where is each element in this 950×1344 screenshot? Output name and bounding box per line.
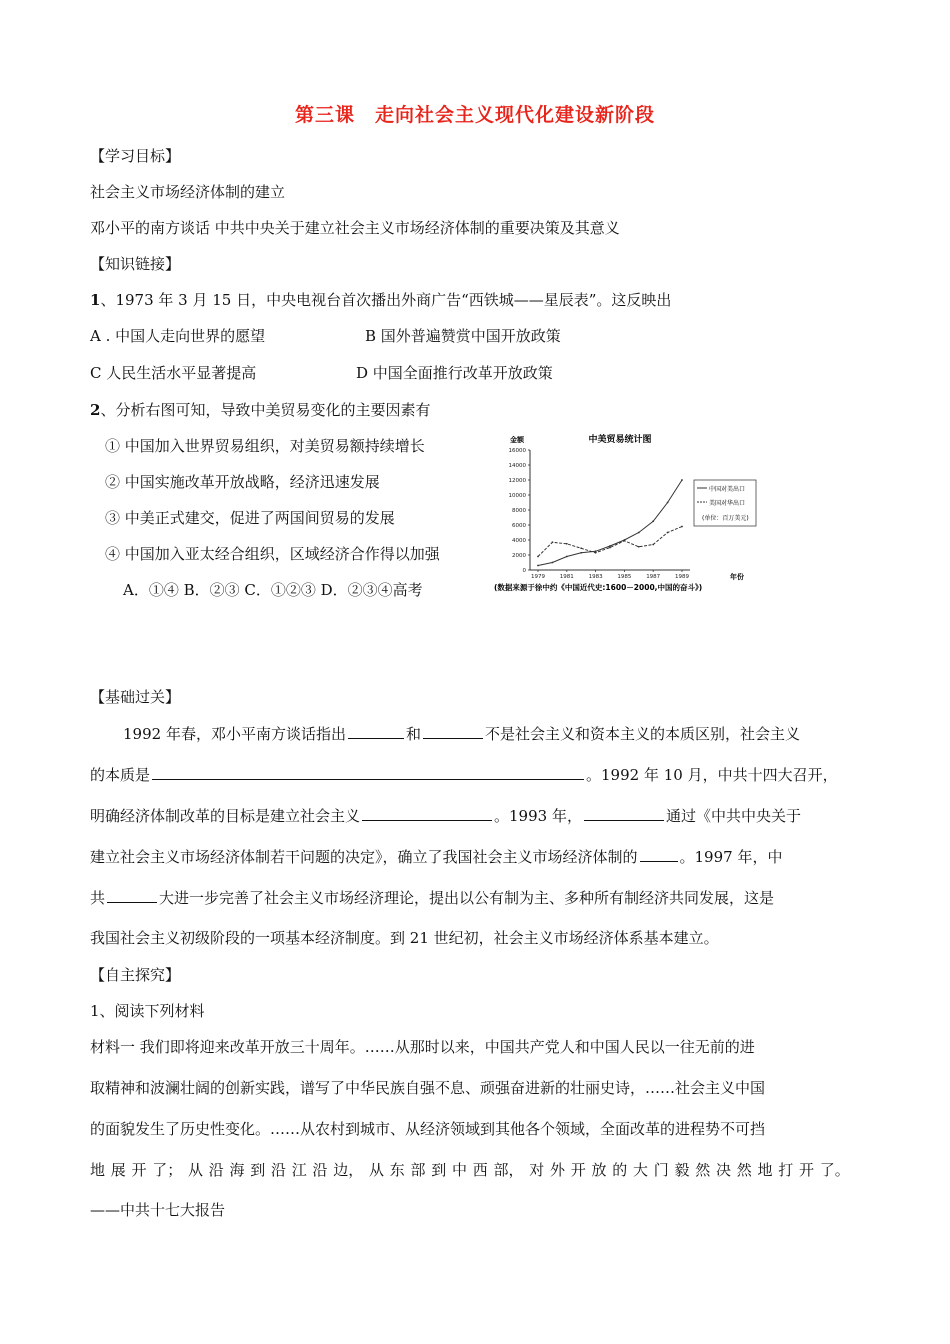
- question-2-number: 2: [90, 401, 101, 419]
- material-char: 门: [653, 1161, 669, 1179]
- data-point: [537, 556, 539, 558]
- chart-source: (数据来源于徐中约《中国近代史:1600－2000,中国的奋斗》): [494, 583, 703, 592]
- material-char: 沿: [271, 1161, 287, 1179]
- data-point: [638, 532, 640, 534]
- material-char: 毅: [674, 1161, 690, 1179]
- chart-unit-note: (单位：百万美元): [702, 515, 749, 522]
- material-char: 外: [550, 1161, 566, 1179]
- question-2-text: 、分析右图可知，导致中美贸易变化的主要因素有: [100, 401, 431, 419]
- basics-line-6: 我国社会主义初级阶段的一项基本经济制度。到 21 世纪初，社会主义市场经济体系基本建立。: [90, 929, 719, 947]
- y-tick-label: 0: [522, 568, 526, 574]
- question-1-text: 、1973 年 3 月 15 日，中央电视台首次播出外商广告“西铁城——星辰表”。这反映出: [100, 291, 672, 309]
- basics-text: 明确经济体制改革的目标是建立社会主义: [90, 807, 361, 825]
- knowledge-heading: 【知识链接】: [90, 255, 181, 273]
- basics-text: 不是社会主义和资本主义的本质区别，社会主义: [484, 725, 800, 743]
- data-point: [667, 502, 669, 504]
- chart-legend: [694, 480, 756, 526]
- basics-text: 。1997 年，中: [679, 848, 783, 866]
- material-char: 部: [410, 1161, 426, 1179]
- material-line-3: 的面貌发生了历史性变化。……从农村到城市、从经济领域到其他各个领域，全面改革的进程势不可挡: [90, 1120, 766, 1138]
- basics-text: 和: [405, 725, 421, 743]
- data-point: [624, 540, 626, 542]
- question-1-option-a: A . 中国人走向世界的愿望: [90, 327, 266, 345]
- material-char: 中: [452, 1161, 468, 1179]
- chart-ylabel: 金额: [510, 436, 524, 444]
- material-char: 了。: [819, 1161, 850, 1179]
- series-line-usa-export: [538, 527, 682, 557]
- data-point: [552, 541, 554, 543]
- fill-blank[interactable]: [640, 846, 678, 862]
- question-2-stem: [90, 400, 430, 420]
- question-1-number: 1: [90, 291, 101, 309]
- question-1-option-b: B 国外普遍赞赏中国开放政策: [365, 327, 561, 345]
- chart-xlabel: 年份: [730, 573, 744, 581]
- question-1-stem: [90, 290, 671, 310]
- material-char: 然: [695, 1161, 711, 1179]
- data-point: [681, 479, 683, 481]
- material-char: 沿: [312, 1161, 328, 1179]
- legend-label-usa: 美国对华出口: [709, 500, 746, 507]
- basics-text: 。1993 年，: [494, 807, 582, 825]
- material-char: 开: [131, 1161, 147, 1179]
- data-point: [652, 520, 654, 522]
- fill-blank[interactable]: [107, 887, 157, 903]
- question-1-option-c: C 人民生活水平显著提高: [90, 364, 257, 382]
- material-char: 到: [250, 1161, 266, 1179]
- basics-line-4: [90, 846, 782, 867]
- basics-text: 建立社会主义市场经济体制若干问题的决定》，确立了我国社会主义市场经济体制的: [90, 848, 638, 866]
- y-tick-label: 8000: [512, 508, 526, 514]
- data-point: [638, 546, 640, 548]
- material-char: 从: [188, 1161, 204, 1179]
- x-tick-label: 1981: [559, 574, 574, 580]
- material-char: 到: [431, 1161, 447, 1179]
- material-char: 部，: [493, 1161, 524, 1179]
- question-2-item-4: ④ 中国加入亚太经合组织，区域经济合作得以加强: [105, 545, 440, 563]
- material-char: 决: [716, 1161, 732, 1179]
- basics-text: 大进一步完善了社会主义市场经济理论，提出以公有制为主、多种所有制经济共同发展，这是: [159, 889, 775, 907]
- x-tick-label: 1979: [531, 574, 545, 580]
- explore-item-1: 1、阅读下列材料: [90, 1002, 205, 1020]
- material-char: 西: [472, 1161, 488, 1179]
- chart-title: 中美贸易统计图: [588, 435, 652, 445]
- y-tick-label: 4000: [512, 538, 526, 544]
- basics-text: 。1992 年 10 月，中共十四大召开，: [586, 766, 838, 784]
- material-source: ——中共十七大报告: [90, 1201, 226, 1219]
- page-title: 第三课 走向社会主义现代化建设新阶段: [294, 104, 655, 126]
- y-tick-label: 6000: [512, 523, 526, 529]
- material-char: 从: [369, 1161, 385, 1179]
- basics-line-1: [123, 723, 800, 744]
- basics-text: 共: [90, 889, 106, 907]
- objective-line-1: 社会主义市场经济体制的建立: [90, 183, 286, 201]
- x-tick-label: 1983: [588, 574, 603, 580]
- x-tick-label: 1989: [675, 574, 689, 580]
- objectives-heading: 【学习目标】: [90, 147, 181, 165]
- material-char: 大: [633, 1161, 649, 1179]
- material-char: 开: [570, 1161, 586, 1179]
- y-tick-label: 10000: [508, 493, 526, 499]
- y-tick-label: 16000: [508, 448, 526, 454]
- material-char: 江: [291, 1161, 307, 1179]
- material-line-4: [90, 1160, 850, 1180]
- fill-blank[interactable]: [423, 723, 483, 739]
- question-2-options: A．①④ B．②③ C．①②③ D．②③④高考: [123, 581, 423, 599]
- basics-line-3: [90, 805, 801, 826]
- material-char: 的: [612, 1161, 628, 1179]
- data-point: [609, 547, 611, 549]
- explore-heading: 【自主探究】: [90, 966, 181, 984]
- data-point: [580, 552, 582, 554]
- question-2-item-3: ③ 中美正式建交，促进了两国间贸易的发展: [105, 509, 395, 527]
- trade-chart: [490, 428, 762, 598]
- material-char: 放: [591, 1161, 607, 1179]
- question-2-item-2: ② 中国实施改革开放战略，经济迅速发展: [105, 473, 380, 491]
- material-char: 边，: [333, 1161, 364, 1179]
- data-point: [566, 556, 568, 558]
- material-char: 开: [799, 1161, 815, 1179]
- fill-blank[interactable]: [348, 723, 404, 739]
- data-point: [667, 532, 669, 534]
- basics-text: 的本质是: [90, 766, 151, 784]
- basics-heading: 【基础过关】: [90, 688, 181, 706]
- x-tick-label: 1987: [646, 574, 661, 580]
- legend-label-china: 中国对美出口: [709, 486, 746, 493]
- material-char: 地: [90, 1161, 106, 1179]
- material-char: 打: [778, 1161, 794, 1179]
- material-line-2: 取精神和波澜壮阔的创新实践，谱写了中华民族自强不息、顽强奋进新的壮丽史诗，……社会主义中国: [90, 1079, 766, 1097]
- material-char: 展: [110, 1161, 126, 1179]
- data-point: [537, 565, 539, 567]
- basics-text: 通过《中共中央关于: [665, 807, 801, 825]
- chart-series: [537, 479, 683, 566]
- fill-blank[interactable]: [362, 805, 492, 821]
- material-char: 东: [389, 1161, 405, 1179]
- question-2-item-1: ① 中国加入世界贸易组织，对美贸易额持续增长: [105, 437, 425, 455]
- basics-text: 1992 年春，邓小平南方谈话指出: [123, 725, 346, 743]
- x-tick-label: 1985: [617, 574, 632, 580]
- material-char: 对: [529, 1161, 545, 1179]
- material-char: 地: [757, 1161, 773, 1179]
- material-char: 海: [229, 1161, 245, 1179]
- y-tick-label: 2000: [512, 553, 526, 559]
- material-line-1: 材料一 我们即将迎来改革开放三十周年。……从那时以来，中国共产党人和中国人民以一往无前的进: [90, 1038, 755, 1056]
- data-point: [566, 543, 568, 545]
- fill-blank[interactable]: [584, 805, 664, 821]
- question-1-option-d: D 中国全面推行改革开放政策: [356, 364, 553, 382]
- chart-axes: [509, 448, 691, 580]
- material-char: 了；: [152, 1161, 183, 1179]
- basics-line-2: [90, 764, 838, 785]
- material-char: 沿: [208, 1161, 224, 1179]
- data-point: [552, 562, 554, 564]
- material-char: 然: [736, 1161, 752, 1179]
- basics-line-5: [90, 887, 774, 908]
- fill-blank[interactable]: [152, 764, 584, 780]
- data-point: [595, 552, 597, 554]
- data-point: [652, 544, 654, 546]
- y-tick-label: 12000: [508, 478, 526, 484]
- objective-line-2: 邓小平的南方谈话 中共中央关于建立社会主义市场经济体制的重要决策及其意义: [90, 219, 620, 237]
- data-point: [580, 547, 582, 549]
- y-tick-label: 14000: [508, 463, 526, 469]
- data-point: [681, 526, 683, 528]
- series-line-china-export: [538, 480, 682, 566]
